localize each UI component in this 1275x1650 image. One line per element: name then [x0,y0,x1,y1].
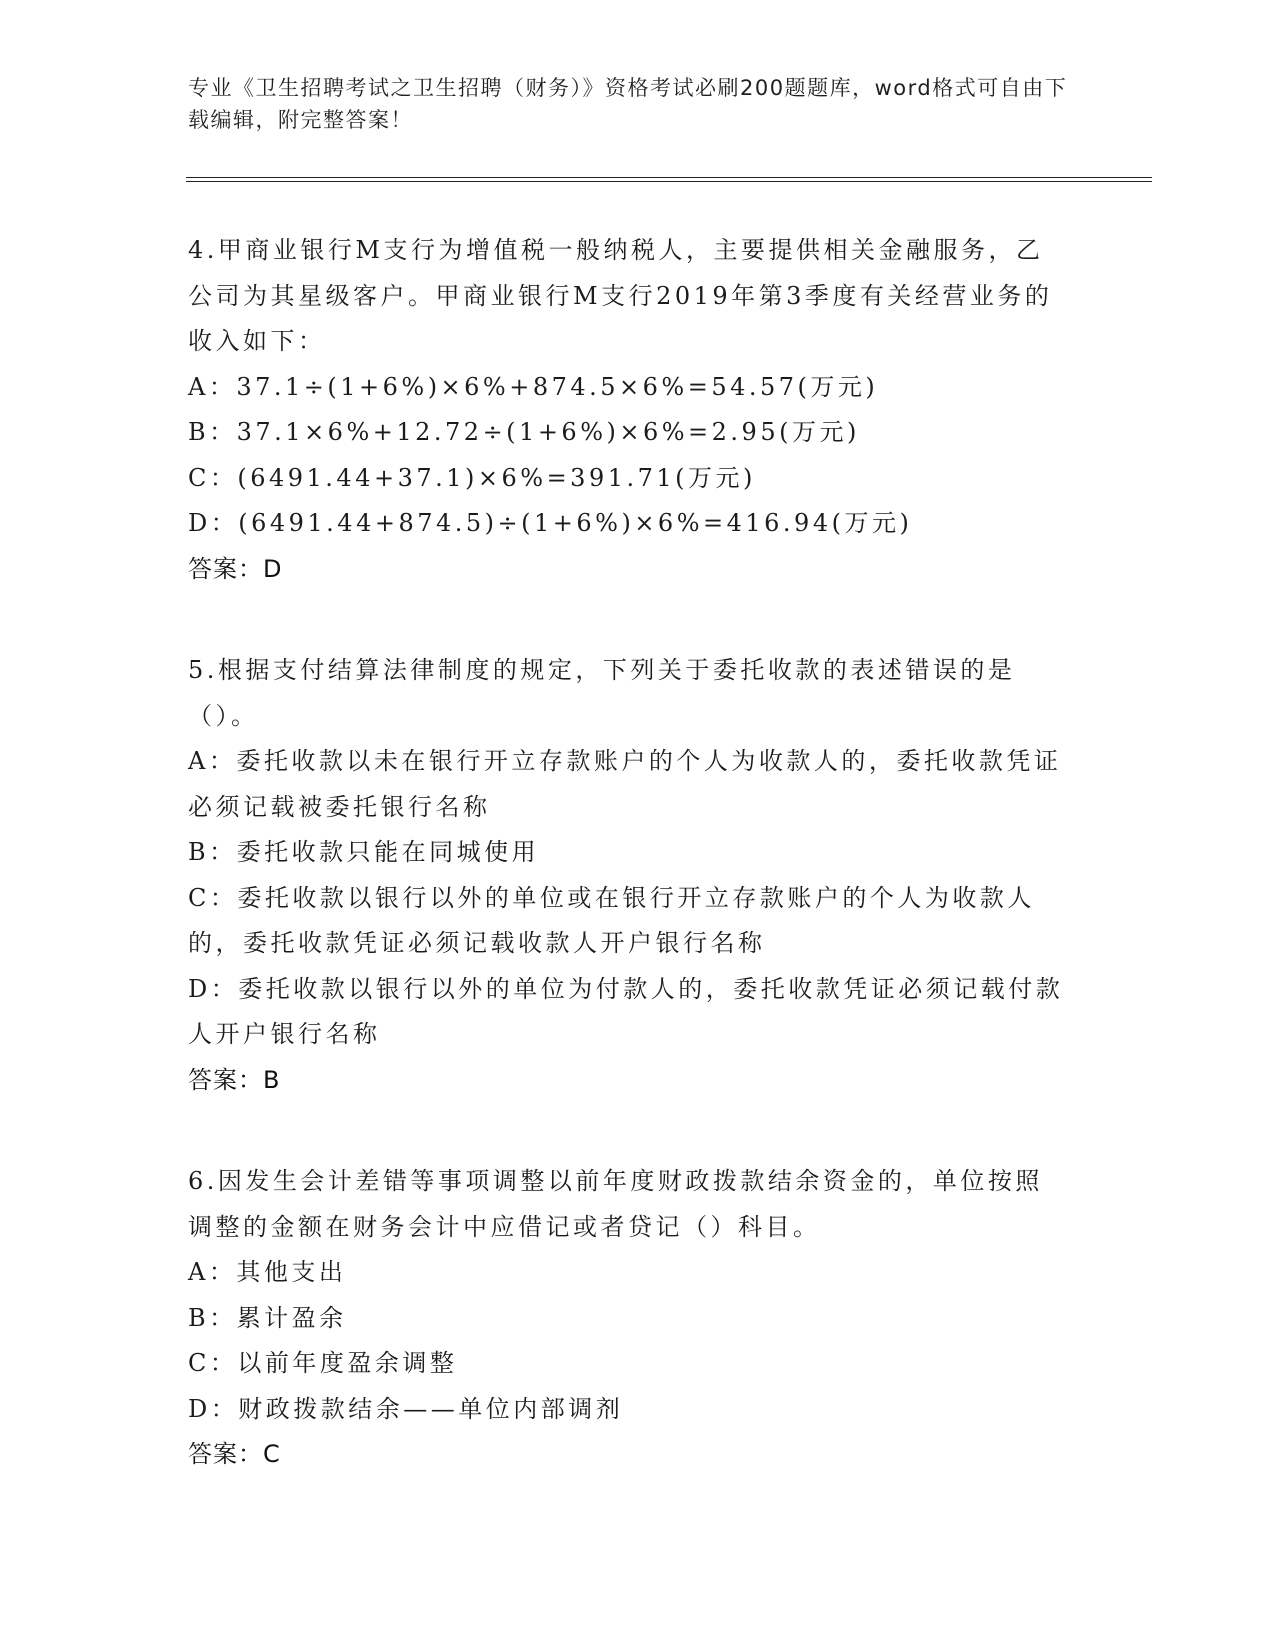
question-stem: 4.甲商业银行M支行为增值税一般纳税人，主要提供相关金融服务，乙公司为其星级客户。甲商业银行M支行2019年第3季度有关经营业务的收入如下： [188,236,1053,355]
answer-label: 答案：C [188,1440,281,1468]
header-divider [186,177,1152,182]
option-c: C：(6491.44+37.1)×6%=391.71(万元) [188,463,756,492]
answer-label: 答案：D [188,554,283,583]
option-a: A：其他支出 [188,1258,347,1286]
question-stem: 5.根据支付结算法律制度的规定，下列关于委托收款的表述错误的是（）。 [188,656,1016,730]
option-a: A：37.1÷(1+6%)×6%+874.5×6%=54.57(万元) [188,372,879,401]
question-5 [188,648,1068,1103]
option-c: C：以前年度盈余调整 [188,1349,458,1377]
option-b: B：37.1×6%+12.72÷(1+6%)×6%=2.95(万元) [188,418,860,446]
option-d: D：委托收款以银行以外的单位为付款人的，委托收款凭证必须记载付款人开户银行名称 [188,974,1064,1048]
answer-label: 答案：B [188,1065,281,1094]
option-c: C：委托收款以银行以外的单位或在银行开立存款账户的个人为收款人的，委托收款凭证必须记载收款人开户银行名称 [188,883,1035,957]
document-header: 专业《卫生招聘考试之卫生招聘（财务）》资格考试必刷200题题库，word格式可自由下载编辑，附完整答案！ [188,76,1068,132]
question-4 [188,228,1068,592]
option-b: B：委托收款只能在同城使用 [188,838,540,866]
option-d: D：(6491.44+874.5)÷(1+6%)×6%=416.94(万元) [188,509,913,537]
option-a: A：委托收款以未在银行开立存款账户的个人为收款人的，委托收款凭证必须记载被委托银行名称 [188,747,1062,821]
question-list [188,228,1068,1534]
option-d: D：财政拨款结余——单位内部调剂 [188,1394,624,1423]
option-b: B：累计盈余 [188,1303,347,1332]
question-stem: 6.因发生会计差错等事项调整以前年度财政拨款结余资金的，单位按照调整的金额在财务会计中应借记或者贷记（）科目。 [188,1167,1043,1241]
question-6 [188,1159,1068,1478]
